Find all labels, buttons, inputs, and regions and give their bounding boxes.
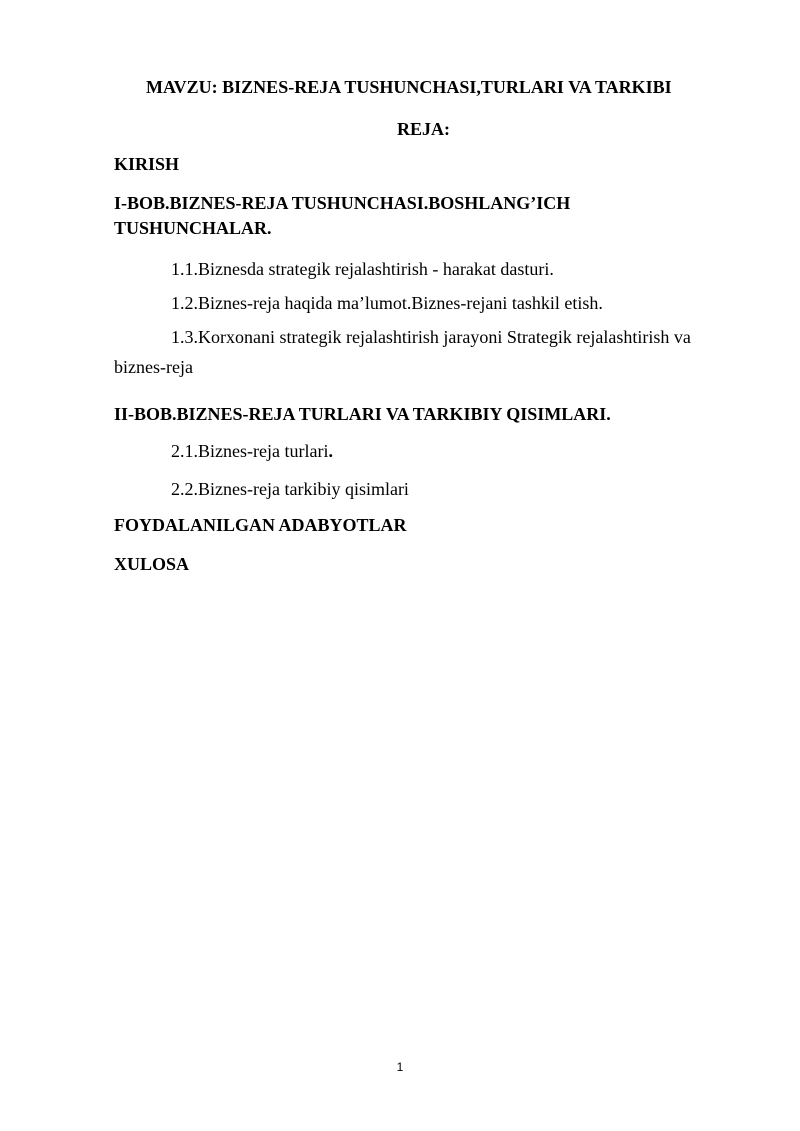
toc-conclusion: XULOSA bbox=[114, 554, 190, 574]
toc-item-1-3-line1: 1.3.Korxonani strategik rejalashtirish jarayoni Strategik rejalashtirish va bbox=[171, 327, 691, 347]
toc-item-1-2: 1.2.Biznes-reja haqida ma’lumot.Biznes-rejani tashkil etish. bbox=[171, 293, 603, 313]
toc-chapter1-heading-line1: I-BOB.BIZNES-REJA TUSHUNCHASI.BOSHLANG’ICH bbox=[114, 193, 571, 213]
plan-heading: REJA: bbox=[397, 119, 450, 139]
toc-item-2-1 bbox=[171, 440, 333, 462]
toc-item-1-1: 1.1.Biznesda strategik rejalashtirish - harakat dasturi. bbox=[171, 259, 554, 279]
document-title: MAVZU: BIZNES-REJA TUSHUNCHASI,TURLARI VA TARKIBI bbox=[146, 77, 672, 97]
toc-item-2-2: 2.2.Biznes-reja tarkibiy qisimlari bbox=[171, 479, 409, 499]
toc-chapter1-heading-line2: TUSHUNCHALAR. bbox=[114, 218, 272, 238]
toc-item-2-1-label: 2.1.Biznes-reja turlari bbox=[171, 441, 329, 461]
toc-references: FOYDALANILGAN ADABYOTLAR bbox=[114, 515, 407, 535]
toc-item-2-1-period: . bbox=[328, 441, 333, 461]
toc-item-1-3-line2: biznes-reja bbox=[114, 357, 193, 377]
toc-chapter2-heading: II-BOB.BIZNES-REJA TURLARI VA TARKIBIY QISIMLARI. bbox=[114, 404, 611, 424]
page-number: 1 bbox=[396, 1060, 404, 1074]
toc-intro: KIRISH bbox=[114, 154, 180, 174]
